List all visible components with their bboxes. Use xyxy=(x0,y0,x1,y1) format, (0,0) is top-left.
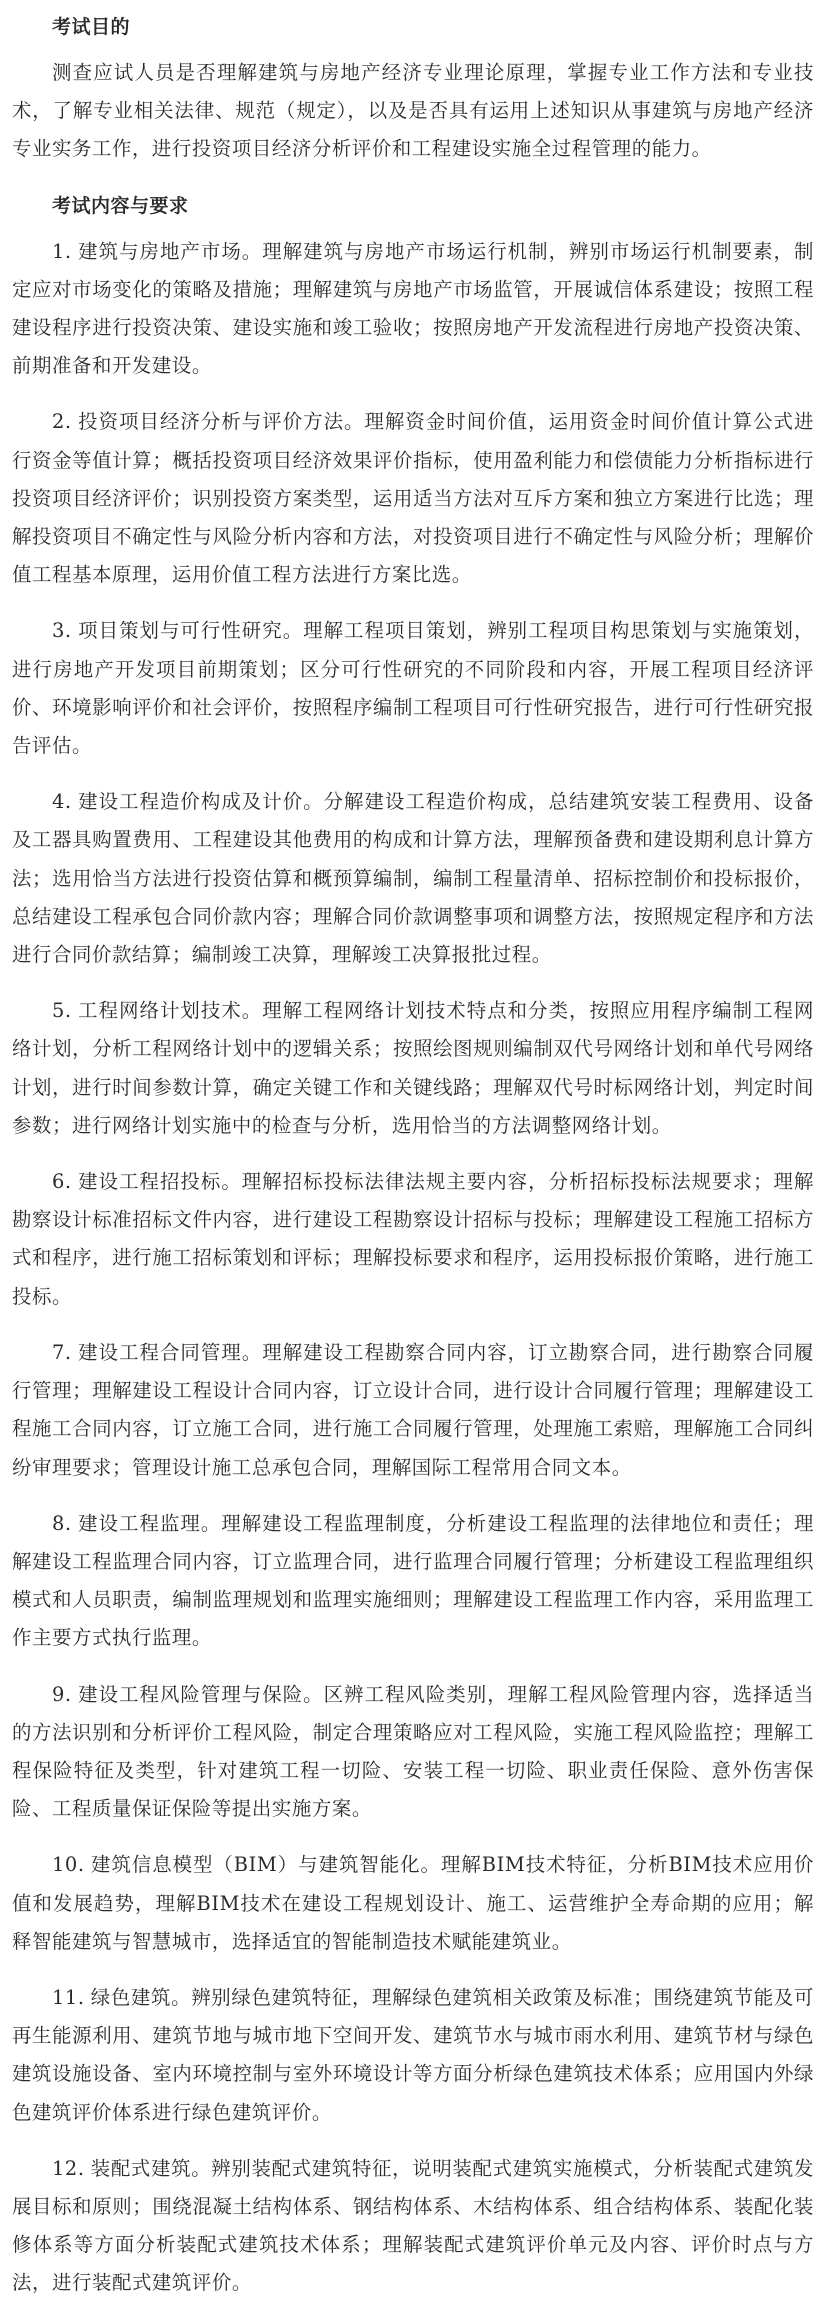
section-exam-purpose xyxy=(12,8,814,169)
content-item-9 xyxy=(12,1676,814,1829)
item-text: 装配式建筑。辨别装配式建筑特征，说明装配式建筑实施模式，分析装配式建筑发展目标和原则；围绕混凝土结构体系、钢结构体系、木结构体系、组合结构体系、装配化装修体系等方面分析装配式建筑技术体系；理解装配式建筑评价单元及内容、评价时点与方法，进行装配式建筑评价。 xyxy=(12,2156,814,2295)
item-number: 8. xyxy=(52,1511,72,1535)
content-item-4 xyxy=(12,783,814,974)
content-item-5 xyxy=(12,992,814,1145)
item-number: 1. xyxy=(52,239,72,263)
item-number: 7. xyxy=(52,1340,72,1364)
item-text: 建设工程风险管理与保险。区辨工程风险类别，理解工程风险管理内容，选择适当的方法识别和分析评价工程风险，制定合理策略应对工程风险，实施工程风险监控；理解工程保险特征及类型，针对建筑工程一切险、安装工程一切险、职业责任保险、意外伤害保险、工程质量保证保险等提出实施方案。 xyxy=(12,1682,814,1821)
content-item-10 xyxy=(12,1846,814,1961)
item-number: 2. xyxy=(52,410,72,434)
item-text: 投资项目经济分析与评价方法。理解资金时间价值，运用资金时间价值计算公式进行资金等值计算；概括投资项目经济效果评价指标，使用盈利能力和偿债能力分析指标进行投资项目经济评价；识别投资方案类型，运用适当方法对互斥方案和独立方案进行比选；理解投资项目不确定性与风险分析内容和方法，对投资项目进行不确定性与风险分析；理解价值工程基本原理，运用价值工程方法进行方案比选。 xyxy=(12,410,814,587)
item-number: 11. xyxy=(52,1985,85,2009)
item-text: 项目策划与可行性研究。理解工程项目策划，辨别工程项目构思策划与实施策划，进行房地产开发项目前期策划；区分可行性研究的不同阶段和内容，开展工程项目经济评价、环境影响评价和社会评价，按照程序编制工程项目可行性研究报告，进行可行性研究报告评估。 xyxy=(12,619,814,758)
item-text: 建筑信息模型（BIM）与建筑智能化。理解BIM技术特征，分析BIM技术应用价值和发展趋势，理解BIM技术在建设工程规划设计、施工、运营维护全寿命期的应用；解释智能建筑与智慧城市，选择适宜的智能制造技术赋能建筑业。 xyxy=(12,1853,814,1953)
item-text: 建设工程造价构成及计价。分解建设工程造价构成，总结建筑安装工程费用、设备及工器具购置费用、工程建设其他费用的构成和计算方法，理解预备费和建设期利息计算方法；选用恰当方法进行投资估算和概预算编制，编制工程量清单、招标控制价和投标报价，总结建设工程承包合同价款内容；理解合同价款调整事项和调整方法，按照规定程序和方法进行合同价款结算；编制竣工决算，理解竣工决算报批过程。 xyxy=(12,790,814,967)
section-heading-content: 考试内容与要求 xyxy=(52,194,189,217)
content-item-6 xyxy=(12,1163,814,1316)
item-text: 绿色建筑。辨别绿色建筑特征，理解绿色建筑相关政策及标准；围绕建筑节能及可再生能源利用、建筑节地与城市地下空间开发、建筑节水与城市雨水利用、建筑节材与绿色建筑设施设备、室内环境控制与室外环境设计等方面分析绿色建筑技术体系；应用国内外绿色建筑评价体系进行绿色建筑评价。 xyxy=(12,1985,814,2124)
item-text: 建设工程招投标。理解招标投标法律法规主要内容，分析招标投标法规要求；理解勘察设计标准招标文件内容，进行建设工程勘察设计招标与投标；理解建设工程施工招标方式和程序，进行施工招标策划和评标；理解投标要求和程序，运用投标报价策略，进行施工投标。 xyxy=(12,1170,814,1308)
item-number: 9. xyxy=(52,1682,72,1706)
content-item-12 xyxy=(12,2150,814,2303)
content-item-2 xyxy=(12,403,814,594)
item-text: 建筑与房地产市场。理解建筑与房地产市场运行机制，辨别市场运行机制要素，制定应对市场变化的策略及措施；理解建筑与房地产市场监管，开展诚信体系建设；按照工程建设程序进行投资决策、建设实施和竣工验收；按照房地产开发流程进行房地产投资决策、前期准备和开发建设。 xyxy=(12,239,814,378)
section-exam-content xyxy=(12,187,814,2303)
content-item-1 xyxy=(12,233,814,386)
item-number: 10. xyxy=(52,1853,85,1877)
content-item-8 xyxy=(12,1505,814,1658)
item-number: 3. xyxy=(52,619,72,643)
item-number: 6. xyxy=(52,1170,72,1194)
item-text: 建设工程合同管理。理解建设工程勘察合同内容，订立勘察合同，进行勘察合同履行管理；理解建设工程设计合同内容，订立设计合同，进行设计合同履行管理；理解建设工程施工合同内容，订立施工合同，进行施工合同履行管理，处理施工索赔，理解施工合同纠纷审理要求；管理设计施工总承包合同，理解国际工程常用合同文本。 xyxy=(12,1340,814,1479)
item-text: 工程网络计划技术。理解工程网络计划技术特点和分类，按照应用程序编制工程网络计划，分析工程网络计划中的逻辑关系；按照绘图规则编制双代号网络计划和单代号网络计划，进行时间参数计算，确定关键工作和关键线路；理解双代号时标网络计划，判定时间参数；进行网络计划实施中的检查与分析，选用恰当的方法调整网络计划。 xyxy=(12,999,814,1137)
item-number: 5. xyxy=(52,999,72,1023)
content-item-11 xyxy=(12,1979,814,2132)
item-number: 4. xyxy=(52,790,72,814)
purpose-paragraph: 测查应试人员是否理解建筑与房地产经济专业理论原理，掌握专业工作方法和专业技术，了解专业相关法律、规范（规定），以及是否具有运用上述知识从事建筑与房地产经济专业实务工作，进行投资项目经济分析评价和工程建设实施全过程管理的能力。 xyxy=(12,61,814,161)
item-number: 12. xyxy=(52,2156,85,2180)
section-heading-purpose: 考试目的 xyxy=(52,16,131,38)
content-item-3 xyxy=(12,612,814,765)
content-item-7 xyxy=(12,1334,814,1487)
item-text: 建设工程监理。理解建设工程监理制度，分析建设工程监理的法律地位和责任；理解建设工程监理合同内容，订立监理合同，进行监理合同履行管理；分析建设工程监理组织模式和人员职责，编制监理规划和监理实施细则；理解建设工程监理工作内容，采用监理工作主要方式执行监理。 xyxy=(12,1511,814,1650)
